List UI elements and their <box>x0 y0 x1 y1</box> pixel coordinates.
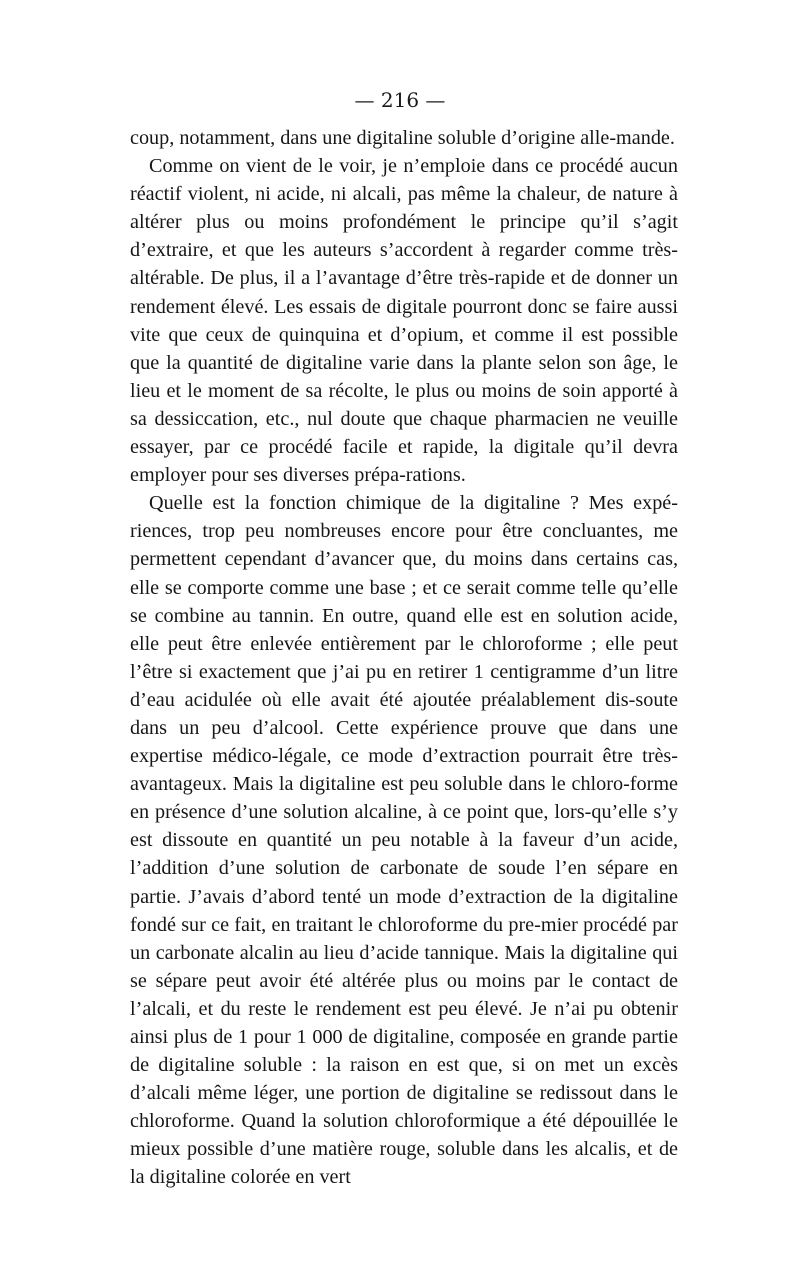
page-number: — 216 — <box>354 88 446 112</box>
paragraph-continued: coup, notamment, dans une digitaline soluble d’origine alle-mande. <box>130 127 675 149</box>
paragraph-procedure-advantages: Comme on vient de le voir, je n’emploie dans ce procédé aucun réactif violent, ni acide, ni alcali, pas même la chaleur, de nature à altérer plus ou moins profondément le principe qu’il s’agit d’extraire, et que les auteurs s’accordent à regarder comme très-altérable. De plus, il a l’avantage d’être très-rapide et de donner un rendement élevé. Les essais de digitale pourront donc se faire aussi vite que ceux de quinquina et d’opium, et comme il est possible que la quantité de digitaline varie dans la plante selon son âge, le lieu et le moment de sa récolte, le plus ou moins de soin apporté à sa dessiccation, etc., nul doute que chaque pharmacien ne veuille essayer, par ce procédé facile et rapide, la digitale qu’il devra employer pour ses diverses prépa-rations. <box>130 155 678 487</box>
paragraph-chemical-function: Quelle est la fonction chimique de la digitaline ? Mes expé-riences, trop peu nombreuses encore pour être concluantes, me permettent cependant d’avancer que, du moins dans certains cas, elle se comporte comme une base ; et ce serait comme telle qu’elle se combine au tannin. En outre, quand elle est en solution acide, elle peut être enlevée entièrement par le chloroforme ; elle peut l’être si exactement que j’ai pu en retirer 1 centigramme d’un litre d’eau acidulée où elle avait été ajoutée préalablement dis-soute dans un peu d’alcool. Cette expérience prouve que dans une expertise médico-légale, ce mode d’extraction pourrait être très-avantageux. Mais la digitaline est peu soluble dans le chloro-forme en présence d’une solution alcaline, à ce point que, lors-qu’elle s’y est dissoute en quantité un peu notable à la faveur d’un acide, l’addition d’une solution de carbonate de soude l’en sépare en partie. J’avais d’abord tenté un mode d’extraction de la digitaline fondé sur ce fait, en traitant le chloroforme du pre-mier procédé par un carbonate alcalin au lieu d’acide tannique. Mais la digitaline qui se sépare peut avoir été altérée plus ou moins par le contact de l’alcali, et du reste le rendement est peu élevé. Je n’ai pu obtenir ainsi plus de 1 pour 1 000 de digitaline, composée en grande partie de digitaline soluble : la raison en est que, si on met un excès d’alcali même léger, une portion de digitaline se redissout dans le chloroforme. Quand la solution chloroformique a été dépouillée le mieux possible d’une matière rouge, soluble dans les alcalis, et de la digitaline colorée en vert <box>130 492 678 1189</box>
body-text <box>130 124 678 1192</box>
